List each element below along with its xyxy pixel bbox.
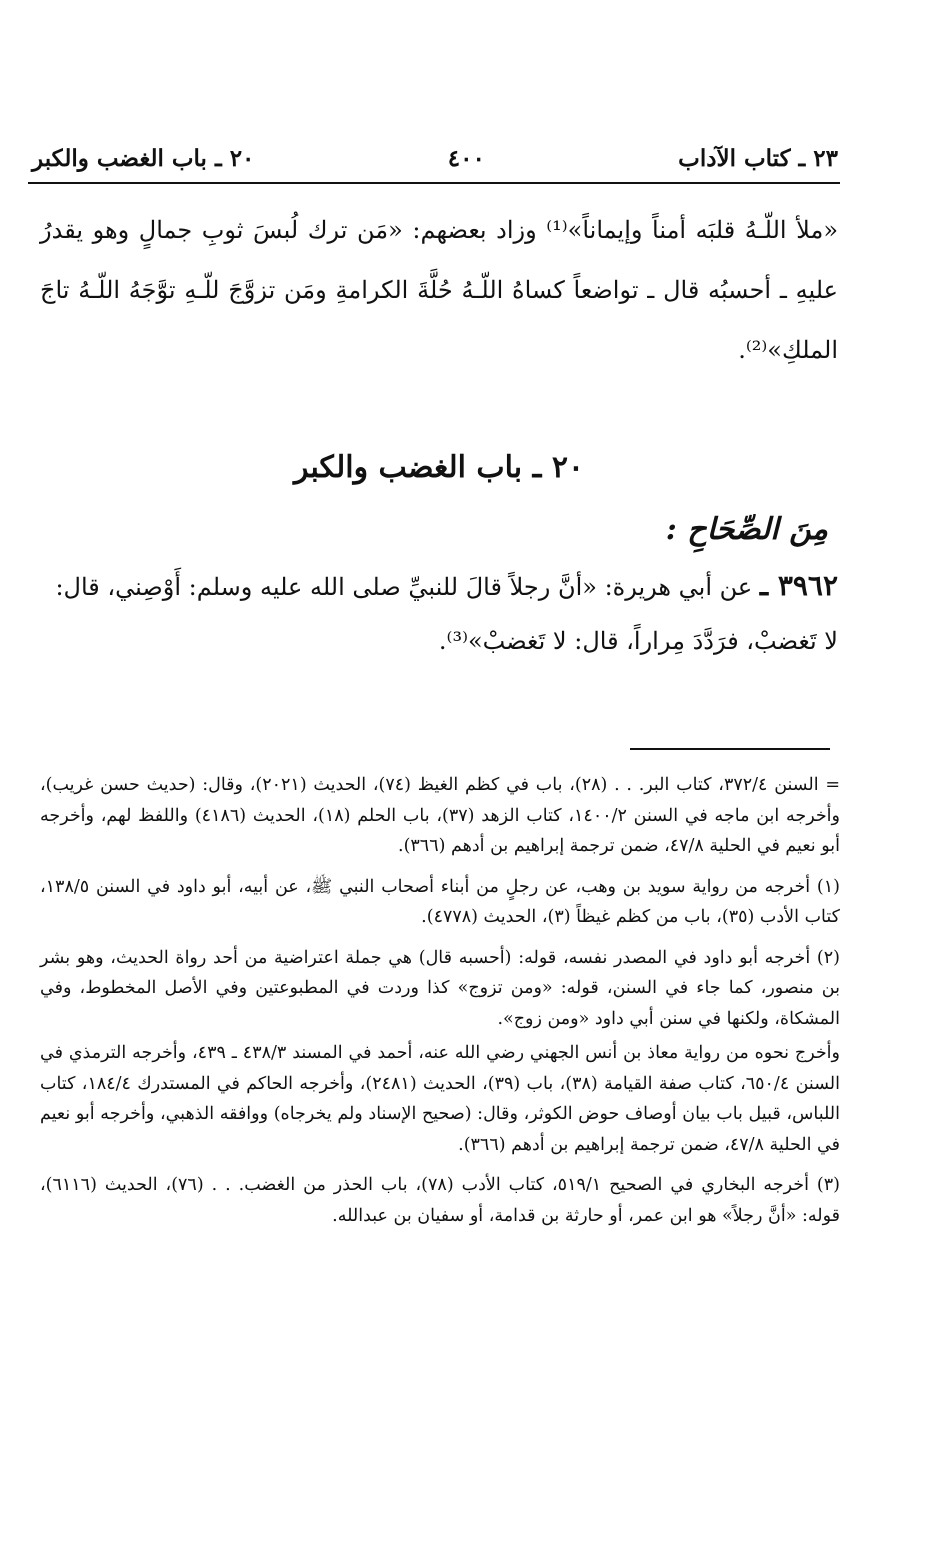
hadith-number: ٣٩٦٢ ـ	[759, 569, 838, 602]
header-divider	[28, 182, 840, 184]
main-text	[40, 200, 838, 668]
footnote-1: (١) أخرجه من رواية سويد بن وهب، عن رجلٍ من أبناء أصحاب النبي ﷺ، عن أبيه، أبو داود في السنن ١٣٨/٥، كتاب الأدب (٣٥)، باب من كظم غيظاً (٣)، الحديث (٤٧٧٨).	[40, 876, 840, 927]
footnote-continued: = السنن ٣٧٢/٤، كتاب البر. . . (٢٨)، باب في كظم الغيظ (٧٤)، الحديث (٢٠٢١)، وقال: (حديث حسن غريب)، وأخرجه ابن ماجه في السنن ١٤٠٠/٢، كتاب الزهد (٣٧)، باب الحلم (١٨)، الحديث (٤١٨٦) واللفظ لهم، وأخرجه أبو نعيم في الحلية ٤٧/٨، ضمن ترجمة إبراهيم بن أدهم (٣٦٦).	[40, 775, 841, 856]
footnote-divider	[630, 748, 830, 750]
running-header	[32, 138, 838, 178]
footnote-3: (٣) أخرجه البخاري في الصحيح ٥١٩/١، كتاب الأدب (٧٨)، باب الحذر من الغضب. . . (٧٦)، الحديث (٦١١٦)، قوله: «أنَّ رجلاً» هو ابن عمر، أو حارثة بن قدامة، أو سفيان بن عبدالله.	[40, 1175, 840, 1226]
header-section: ٢٠ ـ باب الغضب والكبر	[32, 144, 255, 172]
footnote-2-continued: وأخرج نحوه من رواية معاذ بن أنس الجهني رضي الله عنه، أحمد في المسند ٤٣٨/٣ ـ ٤٣٩، وأخرجه الترمذي في السنن ٦٥٠/٤، كتاب صفة القيامة (٣٨)، باب (٣٩)، الحديث (٢٤٨١)، وأخرجه الحاكم في المستدرك ١٨٤/٤، كتاب اللباس، قبيل باب بيان أوصاف حوض الكوثر، وقال: (صحيح الإسناد ولم يخرجاه) ووافقه الذهبي، وأخرجه أبو نعيم في الحلية ٤٧/٨، ضمن ترجمة إبراهيم بن أدهم (٣٦٦).	[40, 1043, 840, 1155]
footnote-2: (٢) أخرجه أبو داود في المصدر نفسه، قوله: (أحسبه قال) هي جملة اعتراضية من أحد رواة الحديث، وهو بشر بن منصور، كما جاء في السنن، قوله: «ومن تزوج» كذا وردت في المطبوعتين وفي الأصل المخطوط، وفي المشكاة، ولكنها في سنن أبي داود «ومن زوج».	[40, 947, 840, 1029]
hadith-entry	[40, 559, 838, 668]
section-title: ٢٠ ـ باب الغضب والكبر	[293, 450, 585, 485]
header-chapter: ٢٣ ـ كتاب الآداب	[678, 144, 838, 172]
subheading: مِنَ الصِّحَاحِ :	[665, 512, 828, 547]
footnotes	[40, 770, 840, 1241]
header-page-number: ٤٠٠	[447, 144, 485, 172]
hadith-text: عن أبي هريرة: «أنَّ رجلاً قالَ للنبيِّ صلى الله عليه وسلم: أَوْصِني، قال: لا تَغضبْ، فرَدَّدَ مِراراً، قال: لا تَغضبْ»⁽³⁾.	[55, 573, 838, 655]
opening-paragraph: «ملأ اللّـهُ قلبَه أمناً وإيماناً»⁽¹⁾ وزاد بعضهم: «مَن ترك لُبسَ ثوبِ جمالٍ وهو يقدرُ عليهِ ـ أحسبُه قال ـ تواضعاً كساهُ اللّـهُ حُلَّةَ الكرامةِ ومَن تزوَّجَ للّـهِ توَّجَهُ اللّـهُ تاجَ الملكِ»⁽²⁾.	[40, 216, 839, 364]
